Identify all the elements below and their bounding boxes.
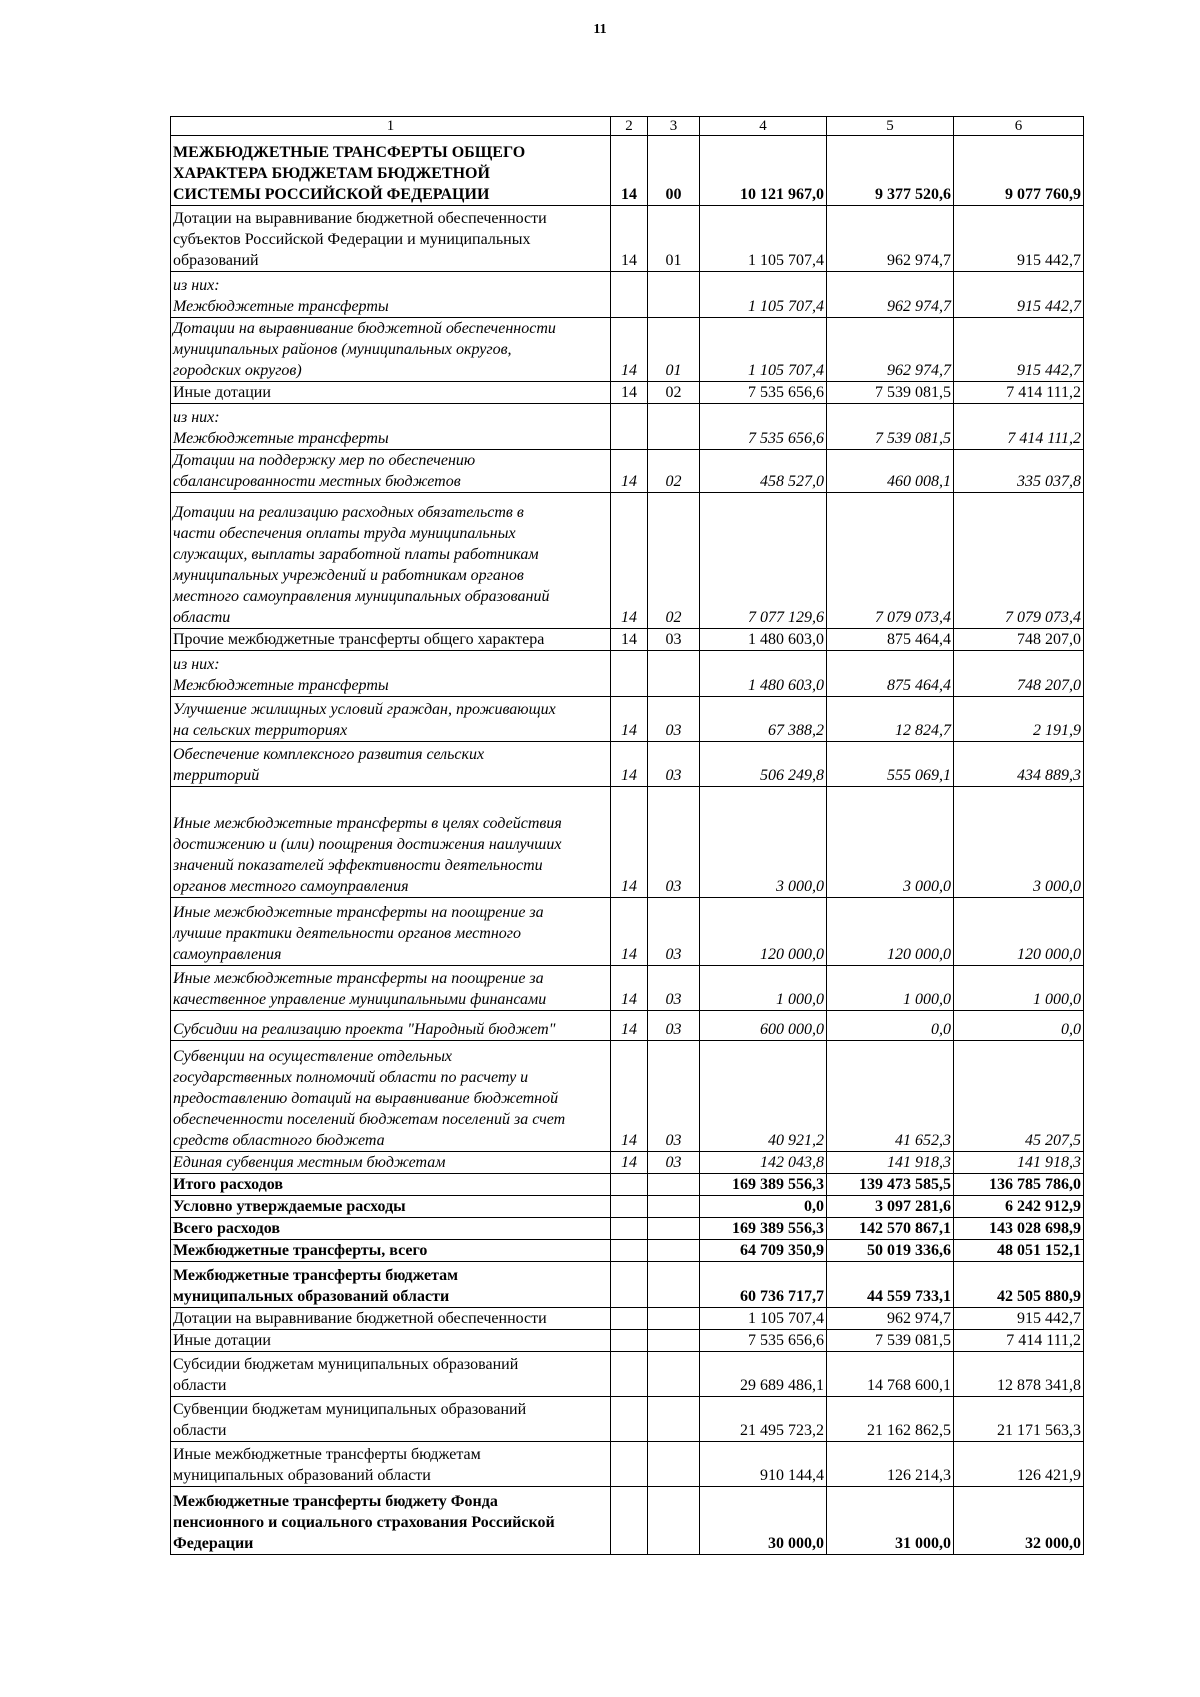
row-name-line: Дотации на реализацию расходных обязательств в bbox=[173, 504, 524, 521]
table-row bbox=[171, 1174, 1084, 1196]
row-name-line: качественное управление муниципальными финансами bbox=[173, 991, 547, 1008]
table-row bbox=[171, 787, 1084, 898]
budget-table bbox=[170, 116, 1084, 1555]
header-col-5: 5 bbox=[827, 117, 954, 136]
value-2024-cell: 139 473 585,5 bbox=[827, 1174, 954, 1196]
value-2025-cell: 21 171 563,3 bbox=[954, 1397, 1084, 1442]
table-row bbox=[171, 651, 1084, 697]
subsection-code-cell: 03 bbox=[648, 787, 700, 898]
value-2024-cell: 7 539 081,5 bbox=[827, 1330, 954, 1352]
value-2024-cell: 962 974,7 bbox=[827, 318, 954, 382]
value-2025-cell: 45 207,5 bbox=[954, 1041, 1084, 1152]
value-2023-cell: 7 535 656,6 bbox=[700, 382, 827, 404]
value-2023-cell: 1 480 603,0 bbox=[700, 629, 827, 651]
row-name-cell bbox=[171, 1330, 611, 1352]
value-2025-cell: 0,0 bbox=[954, 1011, 1084, 1041]
table-row bbox=[171, 136, 1084, 206]
value-2024-cell: 31 000,0 bbox=[827, 1487, 954, 1555]
table-row bbox=[171, 1240, 1084, 1262]
value-2023-cell: 40 921,2 bbox=[700, 1041, 827, 1152]
row-name-line: Условно утверждаемые расходы bbox=[173, 1198, 406, 1215]
subsection-code-cell: 02 bbox=[648, 382, 700, 404]
row-name-line: Улучшение жилищных условий граждан, проживающих bbox=[173, 701, 556, 718]
row-name-line: МЕЖБЮДЖЕТНЫЕ ТРАНСФЕРТЫ ОБЩЕГО bbox=[173, 144, 526, 161]
row-name-line: Иные межбюджетные трансферты в целях содействия bbox=[173, 815, 562, 832]
row-name-cell bbox=[171, 1442, 611, 1487]
row-name-line: муниципальных образований области bbox=[173, 1288, 450, 1305]
table-row bbox=[171, 1442, 1084, 1487]
section-code-cell bbox=[611, 272, 648, 318]
value-2025-cell: 7 079 073,4 bbox=[954, 493, 1084, 629]
value-2025-cell: 7 414 111,2 bbox=[954, 404, 1084, 450]
value-2023-cell: 64 709 350,9 bbox=[700, 1240, 827, 1262]
section-code-cell bbox=[611, 1262, 648, 1308]
table-row bbox=[171, 742, 1084, 787]
row-name-line: субъектов Российской Федерации и муниципальных bbox=[173, 231, 531, 248]
row-name-cell bbox=[171, 1174, 611, 1196]
section-code-cell bbox=[611, 1218, 648, 1240]
section-code-cell: 14 bbox=[611, 787, 648, 898]
row-name-line: Дотации на поддержку мер по обеспечению bbox=[173, 452, 476, 469]
section-code-cell bbox=[611, 1196, 648, 1218]
section-code-cell bbox=[611, 1330, 648, 1352]
row-name-line: Межбюджетные трансферты бюджету Фонда bbox=[173, 1493, 498, 1510]
value-2024-cell: 875 464,4 bbox=[827, 651, 954, 697]
value-2023-cell: 7 077 129,6 bbox=[700, 493, 827, 629]
value-2023-cell: 1 000,0 bbox=[700, 966, 827, 1011]
header-col-6: 6 bbox=[954, 117, 1084, 136]
subsection-code-cell bbox=[648, 1397, 700, 1442]
value-2023-cell: 600 000,0 bbox=[700, 1011, 827, 1041]
subsection-code-cell bbox=[648, 1330, 700, 1352]
value-2024-cell: 44 559 733,1 bbox=[827, 1262, 954, 1308]
table-row bbox=[171, 206, 1084, 272]
row-name-line: местного самоуправления муниципальных образований bbox=[173, 588, 550, 605]
section-code-cell: 14 bbox=[611, 1011, 648, 1041]
subsection-code-cell: 00 bbox=[648, 136, 700, 206]
row-name-line: обеспеченности поселений бюджетам поселений за счет bbox=[173, 1111, 566, 1128]
value-2025-cell: 143 028 698,9 bbox=[954, 1218, 1084, 1240]
row-name-cell bbox=[171, 1487, 611, 1555]
table-row bbox=[171, 1487, 1084, 1555]
value-2023-cell: 3 000,0 bbox=[700, 787, 827, 898]
table-row bbox=[171, 382, 1084, 404]
value-2025-cell: 126 421,9 bbox=[954, 1442, 1084, 1487]
section-code-cell bbox=[611, 404, 648, 450]
subsection-code-cell bbox=[648, 1442, 700, 1487]
section-code-cell: 14 bbox=[611, 206, 648, 272]
row-name-line: лучшие практики деятельности органов местного bbox=[173, 925, 521, 942]
table-row bbox=[171, 318, 1084, 382]
value-2024-cell: 7 539 081,5 bbox=[827, 382, 954, 404]
subsection-code-cell: 03 bbox=[648, 898, 700, 966]
row-name-line: Иные межбюджетные трансферты на поощрение за bbox=[173, 970, 544, 987]
row-name-line: Субвенции бюджетам муниципальных образований bbox=[173, 1401, 527, 1418]
row-name-line: Единая субвенция местным бюджетам bbox=[173, 1154, 446, 1171]
row-name-line: государственных полномочий области по расчету и bbox=[173, 1069, 529, 1086]
table-header-row bbox=[171, 117, 1084, 136]
table-row bbox=[171, 1218, 1084, 1240]
table-row bbox=[171, 404, 1084, 450]
subsection-code-cell: 03 bbox=[648, 629, 700, 651]
subsection-code-cell: 03 bbox=[648, 1041, 700, 1152]
section-code-cell bbox=[611, 1487, 648, 1555]
value-2024-cell: 126 214,3 bbox=[827, 1442, 954, 1487]
subsection-code-cell bbox=[648, 651, 700, 697]
value-2025-cell: 136 785 786,0 bbox=[954, 1174, 1084, 1196]
value-2023-cell: 21 495 723,2 bbox=[700, 1397, 827, 1442]
value-2025-cell: 1 000,0 bbox=[954, 966, 1084, 1011]
row-name-line: области bbox=[173, 609, 231, 626]
value-2023-cell: 1 105 707,4 bbox=[700, 318, 827, 382]
value-2024-cell: 21 162 862,5 bbox=[827, 1397, 954, 1442]
row-name-cell bbox=[171, 1041, 611, 1152]
row-name-line: Дотации на выравнивание бюджетной обеспеченности bbox=[173, 210, 547, 227]
row-name-line: служащих, выплаты заработной платы работникам bbox=[173, 546, 539, 563]
value-2024-cell: 14 768 600,1 bbox=[827, 1352, 954, 1397]
section-code-cell bbox=[611, 651, 648, 697]
section-code-cell bbox=[611, 1442, 648, 1487]
row-name-line: Межбюджетные трансферты bbox=[173, 298, 389, 315]
row-name-cell bbox=[171, 742, 611, 787]
row-name-line: из них: bbox=[173, 656, 220, 673]
row-name-cell bbox=[171, 272, 611, 318]
value-2024-cell: 1 000,0 bbox=[827, 966, 954, 1011]
value-2023-cell: 29 689 486,1 bbox=[700, 1352, 827, 1397]
section-code-cell: 14 bbox=[611, 318, 648, 382]
value-2025-cell: 915 442,7 bbox=[954, 1308, 1084, 1330]
value-2023-cell: 30 000,0 bbox=[700, 1487, 827, 1555]
section-code-cell: 14 bbox=[611, 629, 648, 651]
row-name-cell bbox=[171, 1352, 611, 1397]
row-name-line: средств областного бюджета bbox=[173, 1132, 385, 1149]
value-2025-cell: 12 878 341,8 bbox=[954, 1352, 1084, 1397]
row-name-cell bbox=[171, 697, 611, 742]
subsection-code-cell bbox=[648, 272, 700, 318]
value-2025-cell: 7 414 111,2 bbox=[954, 382, 1084, 404]
value-2024-cell: 12 824,7 bbox=[827, 697, 954, 742]
section-code-cell: 14 bbox=[611, 966, 648, 1011]
row-name-cell bbox=[171, 206, 611, 272]
subsection-code-cell: 02 bbox=[648, 493, 700, 629]
row-name-cell bbox=[171, 898, 611, 966]
row-name-line: Межбюджетные трансферты бюджетам bbox=[173, 1267, 459, 1284]
row-name-line: значений показателей эффективности деятельности bbox=[173, 857, 543, 874]
value-2023-cell: 1 105 707,4 bbox=[700, 206, 827, 272]
subsection-code-cell bbox=[648, 1308, 700, 1330]
value-2025-cell: 748 207,0 bbox=[954, 629, 1084, 651]
value-2024-cell: 141 918,3 bbox=[827, 1152, 954, 1174]
value-2025-cell: 915 442,7 bbox=[954, 272, 1084, 318]
row-name-cell bbox=[171, 629, 611, 651]
row-name-cell bbox=[171, 450, 611, 493]
table-row bbox=[171, 1152, 1084, 1174]
value-2024-cell: 3 097 281,6 bbox=[827, 1196, 954, 1218]
header-col-4: 4 bbox=[700, 117, 827, 136]
row-name-line: Иные межбюджетные трансферты бюджетам bbox=[173, 1446, 481, 1463]
value-2025-cell: 141 918,3 bbox=[954, 1152, 1084, 1174]
value-2023-cell: 142 043,8 bbox=[700, 1152, 827, 1174]
section-code-cell: 14 bbox=[611, 742, 648, 787]
value-2024-cell: 555 069,1 bbox=[827, 742, 954, 787]
row-name-cell bbox=[171, 318, 611, 382]
section-code-cell: 14 bbox=[611, 382, 648, 404]
row-name-line: органов местного самоуправления bbox=[173, 878, 409, 895]
value-2024-cell: 120 000,0 bbox=[827, 898, 954, 966]
row-name-line: муниципальных учреждений и работникам органов bbox=[173, 567, 524, 584]
value-2023-cell: 120 000,0 bbox=[700, 898, 827, 966]
row-name-line: самоуправления bbox=[173, 946, 282, 963]
value-2024-cell: 50 019 336,6 bbox=[827, 1240, 954, 1262]
table-row bbox=[171, 1330, 1084, 1352]
subsection-code-cell: 03 bbox=[648, 697, 700, 742]
row-name-cell bbox=[171, 1011, 611, 1041]
value-2023-cell: 506 249,8 bbox=[700, 742, 827, 787]
row-name-cell bbox=[171, 1196, 611, 1218]
table-row bbox=[171, 629, 1084, 651]
value-2025-cell: 915 442,7 bbox=[954, 206, 1084, 272]
subsection-code-cell bbox=[648, 1218, 700, 1240]
row-name-line: из них: bbox=[173, 277, 220, 294]
table-row bbox=[171, 697, 1084, 742]
header-col-1: 1 bbox=[171, 117, 611, 136]
row-name-line: муниципальных образований области bbox=[173, 1467, 431, 1484]
row-name-cell bbox=[171, 1397, 611, 1442]
row-name-line: Субсидии на реализацию проекта "Народный бюджет" bbox=[173, 1021, 556, 1038]
row-name-line: Прочие межбюджетные трансферты общего характера bbox=[173, 631, 545, 648]
value-2024-cell: 962 974,7 bbox=[827, 206, 954, 272]
row-name-line: Дотации на выравнивание бюджетной обеспеченности bbox=[173, 1310, 547, 1327]
table-row bbox=[171, 898, 1084, 966]
section-code-cell: 14 bbox=[611, 450, 648, 493]
subsection-code-cell: 02 bbox=[648, 450, 700, 493]
value-2024-cell: 0,0 bbox=[827, 1011, 954, 1041]
row-name-line: ХАРАКТЕРА БЮДЖЕТАМ БЮДЖЕТНОЙ bbox=[173, 165, 490, 182]
value-2023-cell: 1 105 707,4 bbox=[700, 1308, 827, 1330]
value-2023-cell: 0,0 bbox=[700, 1196, 827, 1218]
row-name-cell bbox=[171, 1152, 611, 1174]
row-name-line: сбалансированности местных бюджетов bbox=[173, 473, 461, 490]
row-name-cell bbox=[171, 1262, 611, 1308]
value-2025-cell: 48 051 152,1 bbox=[954, 1240, 1084, 1262]
value-2023-cell: 169 389 556,3 bbox=[700, 1174, 827, 1196]
value-2024-cell: 142 570 867,1 bbox=[827, 1218, 954, 1240]
value-2024-cell: 460 008,1 bbox=[827, 450, 954, 493]
row-name-line: Всего расходов bbox=[173, 1220, 280, 1237]
subsection-code-cell: 03 bbox=[648, 966, 700, 1011]
value-2024-cell: 962 974,7 bbox=[827, 272, 954, 318]
row-name-line: территорий bbox=[173, 767, 260, 784]
value-2024-cell: 7 539 081,5 bbox=[827, 404, 954, 450]
row-name-cell bbox=[171, 382, 611, 404]
table-row bbox=[171, 1011, 1084, 1041]
row-name-line: Межбюджетные трансферты, всего bbox=[173, 1242, 428, 1259]
page-number: 11 bbox=[593, 22, 607, 37]
row-name-line: СИСТЕМЫ РОССИЙСКОЙ ФЕДЕРАЦИИ bbox=[173, 186, 490, 203]
section-code-cell: 14 bbox=[611, 1152, 648, 1174]
subsection-code-cell bbox=[648, 1352, 700, 1397]
value-2023-cell: 7 535 656,6 bbox=[700, 404, 827, 450]
row-name-line: достижению и (или) поощрения достижения наилучших bbox=[173, 836, 562, 853]
row-name-cell bbox=[171, 787, 611, 898]
row-name-line: Межбюджетные трансферты bbox=[173, 430, 389, 447]
value-2025-cell: 42 505 880,9 bbox=[954, 1262, 1084, 1308]
section-code-cell: 14 bbox=[611, 1041, 648, 1152]
row-name-cell bbox=[171, 493, 611, 629]
subsection-code-cell: 03 bbox=[648, 742, 700, 787]
table-row bbox=[171, 1397, 1084, 1442]
table-row bbox=[171, 1041, 1084, 1152]
section-code-cell bbox=[611, 1352, 648, 1397]
subsection-code-cell: 03 bbox=[648, 1152, 700, 1174]
row-name-cell bbox=[171, 1240, 611, 1262]
table-row bbox=[171, 450, 1084, 493]
subsection-code-cell bbox=[648, 1196, 700, 1218]
row-name-line: муниципальных районов (муниципальных округов, bbox=[173, 341, 512, 358]
table-row bbox=[171, 966, 1084, 1011]
value-2023-cell: 458 527,0 bbox=[700, 450, 827, 493]
value-2024-cell: 962 974,7 bbox=[827, 1308, 954, 1330]
subsection-code-cell: 03 bbox=[648, 1011, 700, 1041]
row-name-line: образований bbox=[173, 252, 259, 269]
value-2025-cell: 2 191,9 bbox=[954, 697, 1084, 742]
section-code-cell: 14 bbox=[611, 898, 648, 966]
section-code-cell bbox=[611, 1174, 648, 1196]
value-2025-cell: 3 000,0 bbox=[954, 787, 1084, 898]
table-row bbox=[171, 1308, 1084, 1330]
table-row bbox=[171, 1262, 1084, 1308]
row-name-line: Иные дотации bbox=[173, 384, 271, 401]
header-col-3: 3 bbox=[648, 117, 700, 136]
row-name-line: из них: bbox=[173, 409, 220, 426]
value-2025-cell: 6 242 912,9 bbox=[954, 1196, 1084, 1218]
row-name-line: городских округов) bbox=[173, 362, 302, 379]
value-2025-cell: 915 442,7 bbox=[954, 318, 1084, 382]
row-name-line: Итого расходов bbox=[173, 1176, 284, 1193]
section-code-cell: 14 bbox=[611, 697, 648, 742]
row-name-line: части обеспечения оплаты труда муниципальных bbox=[173, 525, 516, 542]
table-row bbox=[171, 493, 1084, 629]
row-name-cell bbox=[171, 136, 611, 206]
subsection-code-cell bbox=[648, 404, 700, 450]
value-2023-cell: 60 736 717,7 bbox=[700, 1262, 827, 1308]
row-name-line: предоставлению дотаций на выравнивание бюджетной bbox=[173, 1090, 559, 1107]
row-name-line: пенсионного и социального страхования Российской bbox=[173, 1514, 555, 1531]
value-2023-cell: 1 105 707,4 bbox=[700, 272, 827, 318]
value-2023-cell: 7 535 656,6 bbox=[700, 1330, 827, 1352]
value-2024-cell: 41 652,3 bbox=[827, 1041, 954, 1152]
row-name-line: Иные межбюджетные трансферты на поощрение за bbox=[173, 904, 544, 921]
value-2023-cell: 169 389 556,3 bbox=[700, 1218, 827, 1240]
value-2023-cell: 910 144,4 bbox=[700, 1442, 827, 1487]
section-code-cell bbox=[611, 1397, 648, 1442]
value-2024-cell: 7 079 073,4 bbox=[827, 493, 954, 629]
value-2023-cell: 67 388,2 bbox=[700, 697, 827, 742]
row-name-cell bbox=[171, 404, 611, 450]
row-name-line: на сельских территориях bbox=[173, 722, 348, 739]
value-2025-cell: 434 889,3 bbox=[954, 742, 1084, 787]
row-name-line: Межбюджетные трансферты bbox=[173, 677, 389, 694]
table-row bbox=[171, 1352, 1084, 1397]
value-2025-cell: 7 414 111,2 bbox=[954, 1330, 1084, 1352]
value-2025-cell: 32 000,0 bbox=[954, 1487, 1084, 1555]
row-name-cell bbox=[171, 966, 611, 1011]
subsection-code-cell bbox=[648, 1174, 700, 1196]
value-2023-cell: 1 480 603,0 bbox=[700, 651, 827, 697]
row-name-line: области bbox=[173, 1422, 227, 1439]
header-col-2: 2 bbox=[611, 117, 648, 136]
table-row bbox=[171, 1196, 1084, 1218]
section-code-cell bbox=[611, 1240, 648, 1262]
table-row bbox=[171, 272, 1084, 318]
row-name-line: Дотации на выравнивание бюджетной обеспеченности bbox=[173, 320, 556, 337]
value-2025-cell: 9 077 760,9 bbox=[954, 136, 1084, 206]
row-name-line: Субвенции на осуществление отдельных bbox=[173, 1048, 452, 1065]
row-name-line: Обеспечение комплексного развития сельских bbox=[173, 746, 485, 763]
row-name-cell bbox=[171, 1218, 611, 1240]
row-name-line: области bbox=[173, 1377, 227, 1394]
subsection-code-cell bbox=[648, 1487, 700, 1555]
value-2025-cell: 335 037,8 bbox=[954, 450, 1084, 493]
section-code-cell bbox=[611, 1308, 648, 1330]
subsection-code-cell bbox=[648, 1240, 700, 1262]
subsection-code-cell: 01 bbox=[648, 206, 700, 272]
row-name-cell bbox=[171, 651, 611, 697]
value-2025-cell: 748 207,0 bbox=[954, 651, 1084, 697]
section-code-cell: 14 bbox=[611, 136, 648, 206]
section-code-cell: 14 bbox=[611, 493, 648, 629]
row-name-line: Федерации bbox=[173, 1535, 254, 1552]
row-name-line: Иные дотации bbox=[173, 1332, 271, 1349]
subsection-code-cell: 01 bbox=[648, 318, 700, 382]
value-2024-cell: 875 464,4 bbox=[827, 629, 954, 651]
row-name-line: Субсидии бюджетам муниципальных образований bbox=[173, 1356, 519, 1373]
row-name-cell bbox=[171, 1308, 611, 1330]
value-2025-cell: 120 000,0 bbox=[954, 898, 1084, 966]
value-2023-cell: 10 121 967,0 bbox=[700, 136, 827, 206]
subsection-code-cell bbox=[648, 1262, 700, 1308]
value-2024-cell: 9 377 520,6 bbox=[827, 136, 954, 206]
value-2024-cell: 3 000,0 bbox=[827, 787, 954, 898]
